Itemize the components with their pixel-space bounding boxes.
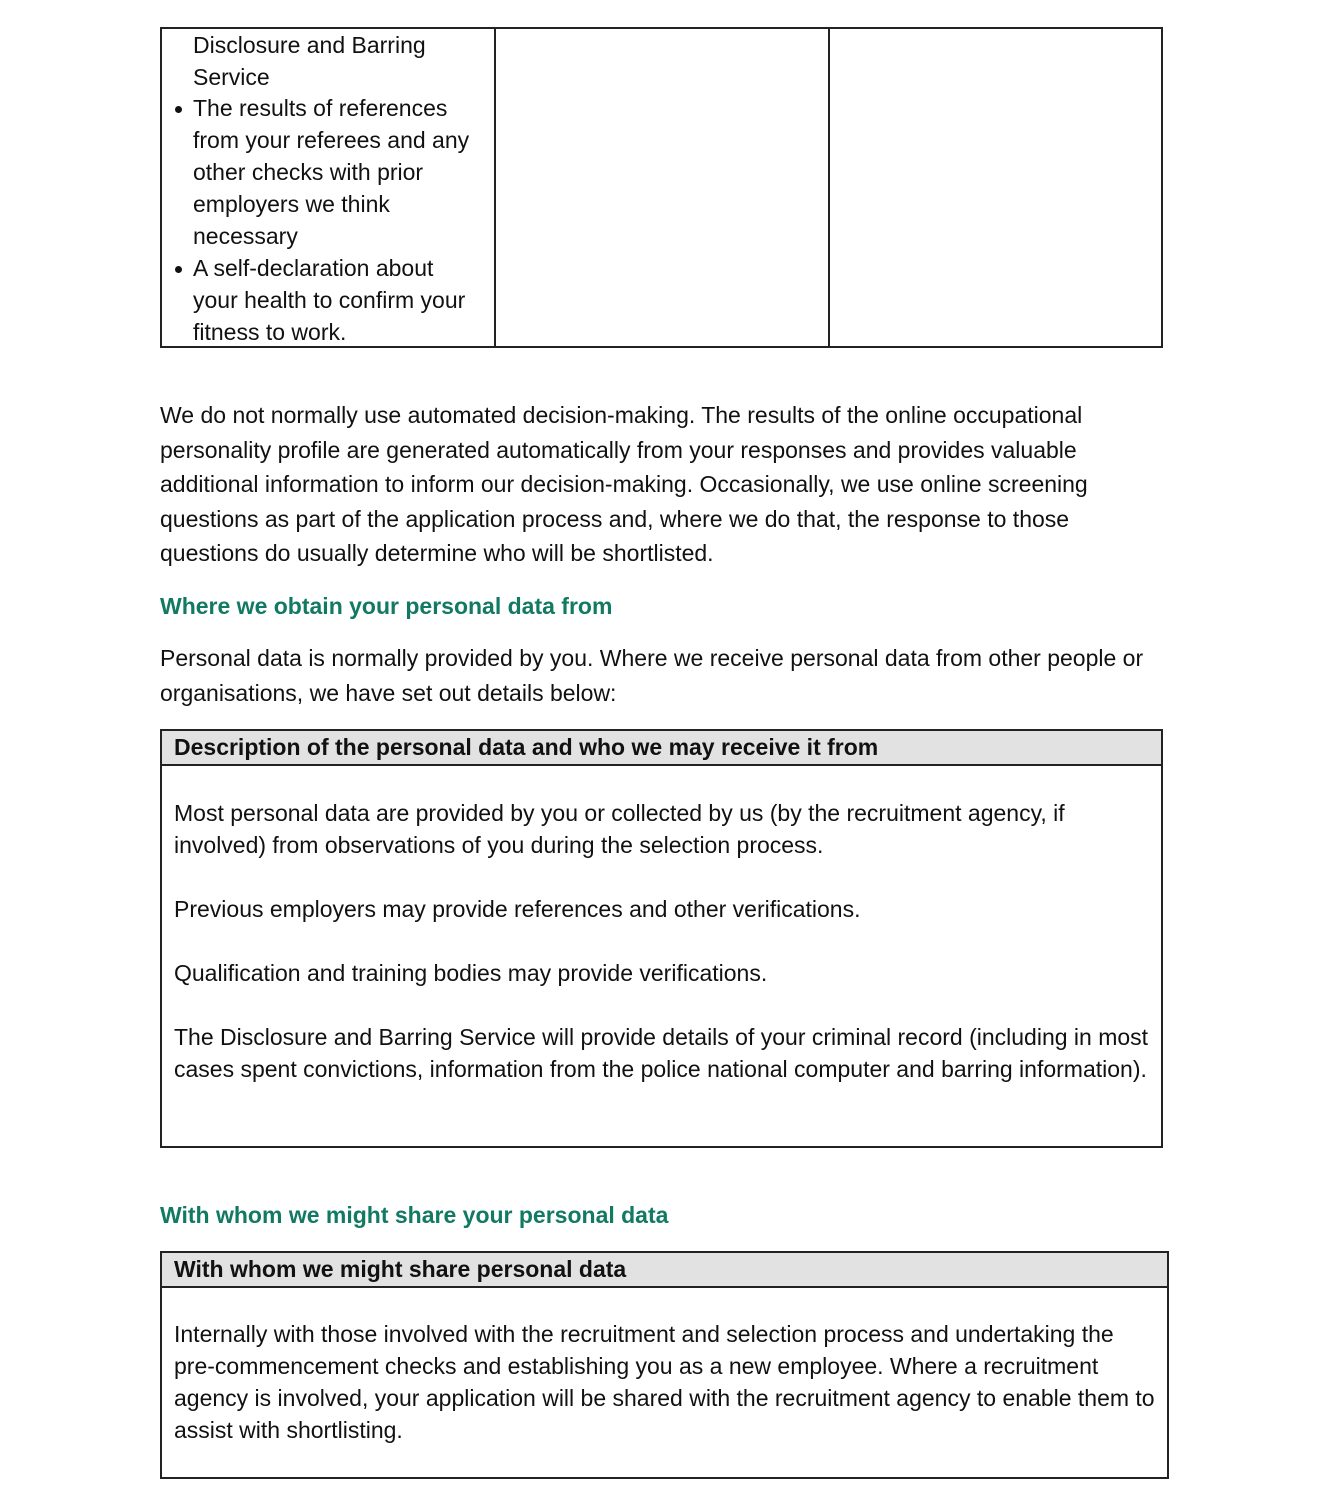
share-table-header: With whom we might share personal data — [162, 1253, 1167, 1288]
share-table-body — [162, 1288, 1167, 1446]
obtain-paragraph: Most personal data are provided by you or collected by us (by the recruitment agency, if involved) from observations of you during the selection process. — [174, 800, 1065, 858]
bullet-list — [162, 92, 482, 348]
table-cell-description — [162, 29, 496, 346]
table-cell-empty — [830, 29, 1161, 346]
table-cell-empty — [496, 29, 830, 346]
section-heading-obtain: Where we obtain your personal data from — [160, 593, 613, 619]
obtain-intro-paragraph: Personal data is normally provided by you. Where we receive personal data from other people or organisations, we have set out details below: — [160, 645, 1144, 706]
bullet-text: A self-declaration about your health to confirm your fitness to work. — [193, 255, 466, 345]
obtain-paragraph: Qualification and training bodies may provide verifications. — [174, 960, 768, 986]
continued-table — [160, 27, 1163, 348]
automated-decision-paragraph: We do not normally use automated decision-making. The results of the online occupational personality profile are generated automatically from your responses and provides valuable additional information to inform our decision-making. Occasionally, we use online screening questions as part of the application process and, where we do that, the response to those questions do usually determine who will be shortlisted. — [160, 402, 1088, 566]
bullet-icon — [175, 106, 182, 113]
obtain-table-header: Description of the personal data and who we may receive it from — [162, 731, 1161, 766]
bullet-icon — [175, 266, 182, 273]
list-item — [162, 252, 482, 348]
obtain-paragraph: The Disclosure and Barring Service will provide details of your criminal record (including in most cases spent convictions, information from the police national computer and barring information). — [174, 1024, 1149, 1082]
bullet-text: The results of references from your referees and any other checks with prior employers we think necessary — [193, 95, 470, 249]
continued-text: Disclosure and Barring Service — [193, 32, 426, 90]
list-item — [162, 92, 482, 252]
obtain-table — [160, 729, 1163, 1148]
share-paragraph: Internally with those involved with the recruitment and selection process and undertaking the pre-commencement checks and establishing you as a new employee. Where a recruitment agency is involved, your application will be shared with the recruitment agency to enable them to assist with shortlisting. — [174, 1321, 1155, 1443]
section-heading-share: With whom we might share your personal data — [160, 1202, 669, 1228]
share-table — [160, 1251, 1169, 1479]
obtain-paragraph: Previous employers may provide references and other verifications. — [174, 896, 861, 922]
obtain-table-body — [162, 766, 1161, 1085]
